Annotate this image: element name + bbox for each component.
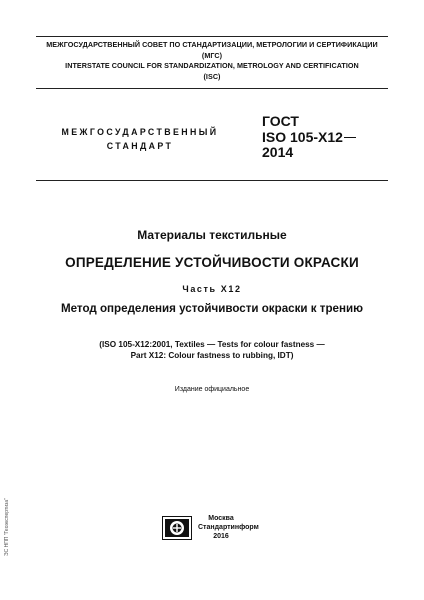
standard-label-line2: СТАНДАРТ — [106, 141, 174, 151]
gost-designation — [262, 114, 356, 161]
council-en-line2: (ISC) — [203, 71, 221, 81]
part-label: Часть X12 — [182, 284, 242, 294]
publisher-name: Стандартинформ — [198, 523, 259, 531]
standard-label — [60, 125, 220, 153]
title-line2: ОПРЕДЕЛЕНИЕ УСТОЙЧИВОСТИ ОКРАСКИ — [65, 255, 359, 270]
standard-label-line1: МЕЖГОСУДАРСТВЕННЫЙ — [61, 127, 219, 137]
publisher-year: 2016 — [213, 532, 229, 540]
council-ru-line2: (МГС) — [201, 50, 223, 60]
iso-ref-line2: Part X12: Colour fastness to rubbing, IDT) — [130, 351, 294, 360]
iso-ref-line1: (ISO 105-X12:2001, Textiles — Tests for colour fastness — — [99, 340, 325, 349]
gost-year: 2014 — [262, 144, 294, 160]
top-rule — [36, 36, 388, 37]
section-rule — [36, 180, 388, 181]
publisher — [198, 515, 259, 541]
method-title: Метод определения устойчивости окраски к трению — [60, 302, 364, 315]
gost-dash — [344, 137, 356, 138]
iso-reference — [0, 339, 424, 361]
gost-prefix: ГОСТ — [262, 113, 299, 129]
council-ru-line1: МЕЖГОСУДАРСТВЕННЫЙ СОВЕТ ПО СТАНДАРТИЗАЦИИ, МЕТРОЛОГИИ И СЕРТИФИКАЦИИ — [46, 40, 378, 49]
header-bottom-rule — [36, 88, 388, 89]
publisher-city: Москва — [208, 515, 234, 522]
edition-label: Издание официальное — [174, 386, 250, 393]
title-line1: Материалы текстильные — [137, 228, 287, 242]
gost-number: ISO 105-X12 — [262, 128, 343, 145]
council-en-line1: INTERSTATE COUNCIL FOR STANDARDIZATION, METROLOGY AND CERTIFICATION — [65, 61, 359, 71]
standartinform-logo-icon — [162, 516, 192, 540]
council-header — [40, 40, 384, 82]
side-note: ЭС НПП "Геоэкспертиза" — [4, 498, 10, 556]
